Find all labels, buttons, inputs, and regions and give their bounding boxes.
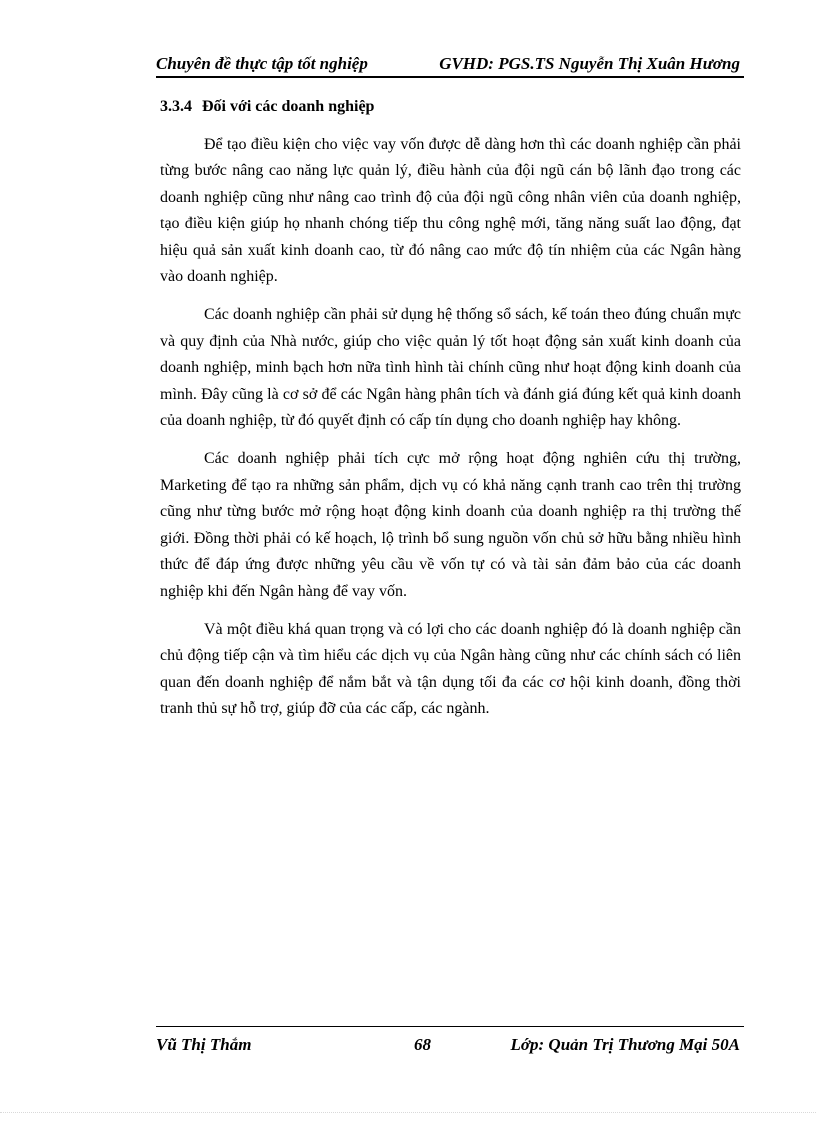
page-number: 68 xyxy=(414,1035,431,1054)
section-title: Đối với các doanh nghiệp xyxy=(202,98,375,115)
paragraph: Để tạo điều kiện cho việc vay vốn được dễ dàng hơn thì các doanh nghiệp cần phải từng bước nâng cao năng lực quản lý, điều hành của đội ngũ cán bộ lãnh đạo trong các doanh nghiệp cũng như nâng cao trình độ của đội ngũ công nhân viên của doanh nghiệp, tạo điều kiện giúp họ nhanh chóng tiếp thu công nghệ mới, tăng năng suất lao động, đạt hiệu quả sản xuất kinh doanh cao, từ đó nâng cao mức độ tín nhiệm của các Ngân hàng vào doanh nghiệp. xyxy=(160,136,741,286)
section-heading xyxy=(160,98,374,116)
section-number: 3.3.4 xyxy=(160,98,192,115)
advisor-name: GVHD: PGS.TS Nguyễn Thị Xuân Hương xyxy=(439,54,740,73)
paragraph: Các doanh nghiệp phải tích cực mở rộng hoạt động nghiên cứu thị trường, Marketing để tạo ra những sản phẩm, dịch vụ có khả năng cạnh tranh cao trên thị trường cũng như từng bước mở rộng hoạt động kinh doanh của doanh nghiệp ra thị trường thế giới. Đồng thời phải có kế hoạch, lộ trình bổ sung nguồn vốn chủ sở hữu bằng nhiều hình thức để đáp ứng được những yêu cầu về vốn tự có và tài sản đảm bảo của các doanh nghiệp khi đến Ngân hàng để vay vốn. xyxy=(160,450,741,600)
page-edge-divider xyxy=(0,1112,816,1113)
footer-author: Vũ Thị Thắm xyxy=(156,1035,252,1054)
paragraph: Các doanh nghiệp cần phải sử dụng hệ thống sổ sách, kế toán theo đúng chuẩn mực và quy định của Nhà nước, giúp cho việc quản lý tốt hoạt động sản xuất kinh doanh của doanh nghiệp, minh bạch hơn nữa tình hình tài chính cũng như hoạt động kinh doanh của mình. Đây cũng là cơ sở để các Ngân hàng phân tích và đánh giá đúng kết quả kinh doanh của doanh nghiệp, từ đó quyết định có cấp tín dụng cho doanh nghiệp hay không. xyxy=(160,306,741,430)
page-header xyxy=(156,52,744,78)
body-text xyxy=(160,132,741,735)
document-title: Chuyên đề thực tập tốt nghiệp xyxy=(156,54,368,73)
paragraph: Và một điều khá quan trọng và có lợi cho các doanh nghiệp đó là doanh nghiệp cần chủ động tiếp cận và tìm hiểu các dịch vụ của Ngân hàng cũng như các chính sách có liên quan đến doanh nghiệp để nắm bắt và tận dụng tối đa các cơ hội kinh doanh, đồng thời tranh thủ sự hỗ trợ, giúp đỡ của các cấp, các ngành. xyxy=(160,620,741,718)
page-footer xyxy=(156,1026,744,1061)
footer-class: Lớp: Quản Trị Thương Mại 50A xyxy=(510,1035,740,1054)
